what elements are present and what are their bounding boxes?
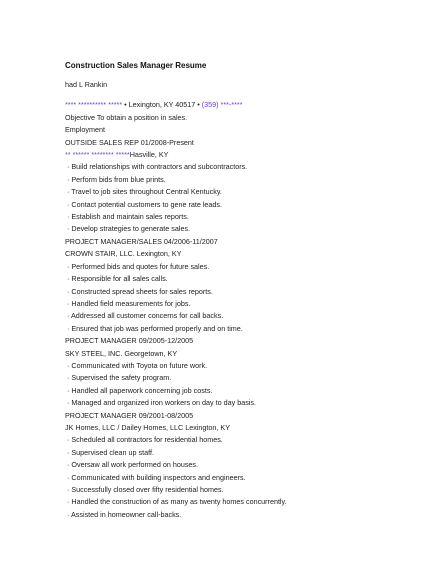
line-text: · Scheduled all contractors for residential homes. (67, 435, 223, 445)
spacer (65, 91, 425, 99)
line-text: Objective To obtain a position in sales. (65, 112, 188, 122)
line-text: · Communicated with Toyota on future work. (67, 360, 208, 370)
resume-bullet (65, 298, 425, 310)
masked-phone: (359) ***-**** (201, 100, 243, 110)
resume-bullet (65, 447, 425, 459)
line-text: Employment (65, 125, 105, 135)
resume-bullet (65, 286, 425, 298)
line-text: · Travel to job sites throughout Central Kentucky. (67, 187, 222, 197)
line-text: · Assisted in homeowner call-backs. (67, 509, 182, 519)
resume-bullet (65, 385, 425, 397)
line-text: PROJECT MANAGER/SALES 04/2006-11/2007 (65, 236, 218, 246)
resume-bullet (65, 273, 425, 285)
resume-bullet (65, 199, 425, 211)
line-text: · Constructed spread sheets for sales reports. (67, 286, 213, 296)
resume-line (65, 112, 425, 124)
candidate-name: had L Rankin (65, 80, 108, 89)
line-text: · Responsible for all sales calls. (67, 274, 168, 284)
resume-page (65, 60, 425, 521)
line-text: · Communicated with building inspectors and engineers. (67, 472, 246, 482)
resume-bullet (65, 323, 425, 335)
masked-text: ** ****** ******** ***** (65, 150, 130, 160)
resume-bullet (65, 360, 425, 372)
line-text: JK Homes, LLC / Dailey Homes, LLC Lexington, KY (65, 422, 230, 432)
line-text: · Supervised clean up staff. (67, 447, 154, 457)
line-text: · Perform bids from blue prints. (67, 174, 166, 184)
line-text: PROJECT MANAGER 09/2005-12/2005 (65, 336, 194, 346)
line-text: · Handled the construction of as many as twenty homes concurrently. (67, 497, 287, 507)
line-text: · Addressed all customer concerns for call backs. (67, 311, 224, 321)
line-text: · Build relationships with contractors and subcontractors. (67, 162, 248, 172)
resume-bullet (65, 223, 425, 235)
resume-bullet (65, 372, 425, 384)
line-text: · Supervised the safety program. (67, 373, 172, 383)
line-text: Hasville, KY (129, 150, 169, 160)
resume-bullet (65, 397, 425, 409)
resume-line (65, 149, 425, 161)
contact-location: • Lexington, KY 40517 • (122, 100, 202, 110)
resume-body (65, 112, 425, 521)
resume-line (65, 137, 425, 149)
resume-bullet (65, 496, 425, 508)
line-text: · Managed and organized iron workers on day to day basis. (67, 398, 256, 408)
resume-line (65, 348, 425, 360)
line-text: · Successfully closed over fifty residential homes. (67, 485, 224, 494)
resume-line (65, 124, 425, 136)
resume-bullet (65, 211, 425, 223)
resume-bullet (65, 310, 425, 322)
resume-bullet (65, 434, 425, 446)
line-text: · Contact potential customers to gene rate leads. (67, 199, 223, 209)
line-text: SKY STEEL, INC. Georgetown, KY (65, 348, 178, 358)
document-title: Construction Sales Manager Resume (65, 61, 207, 70)
line-text: CROWN STAIR, LLC. Lexington, KY (65, 249, 182, 259)
masked-address: **** ********** ***** (65, 100, 123, 110)
resume-bullet (65, 161, 425, 173)
resume-line (65, 236, 425, 248)
resume-line (65, 248, 425, 260)
line-text: · Handled all paperwork concerning job costs. (67, 385, 213, 395)
resume-bullet (65, 174, 425, 186)
resume-line (65, 422, 425, 434)
line-text: · Performed bids and quotes for future sales. (67, 261, 210, 271)
resume-line (65, 410, 425, 422)
line-text: · Develop strategies to generate sales. (67, 224, 191, 234)
line-text: · Ensured that job was performed properly and on time. (67, 323, 243, 333)
contact-line (65, 99, 425, 111)
resume-bullet (65, 472, 425, 484)
line-text: · Handled field measurements for jobs. (67, 298, 191, 308)
resume-bullet (65, 459, 425, 471)
resume-line (65, 335, 425, 347)
resume-bullet (65, 261, 425, 273)
resume-bullet (65, 484, 425, 496)
line-text: PROJECT MANAGER 09/2001-08/2005 (65, 410, 194, 420)
line-text: · Establish and maintain sales reports. (67, 212, 189, 222)
resume-bullet (65, 186, 425, 198)
line-text: · Oversaw all work performed on houses. (67, 460, 199, 470)
line-text: OUTSIDE SALES REP 01/2008-Present (65, 137, 194, 147)
resume-bullet (65, 509, 425, 521)
